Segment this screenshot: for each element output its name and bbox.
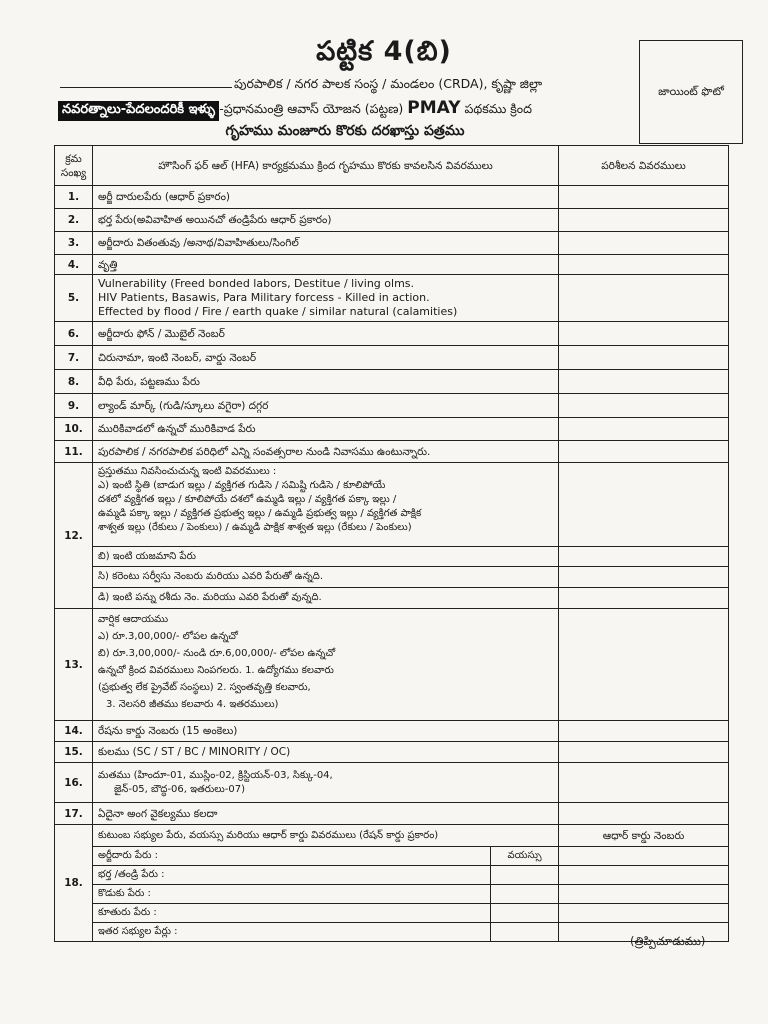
- row-number: 12.: [55, 463, 93, 609]
- aadhaar-cell[interactable]: [559, 866, 729, 885]
- col-sno-header: క్రమ సంఖ్య: [55, 146, 93, 186]
- vulnerability-line: HIV Patients, Basawis, Para Military forcess - Killed in action.: [98, 291, 430, 304]
- remarks-cell[interactable]: [559, 763, 729, 803]
- member-label: అర్జీదారు పేరు :: [93, 847, 491, 866]
- remarks-cell[interactable]: [559, 322, 729, 346]
- remarks-cell[interactable]: [559, 588, 729, 609]
- scheme-text: -ప్రధానమంత్రి ఆవాస్ యోజన (పట్టణ): [219, 101, 404, 116]
- row-number: 3.: [55, 232, 93, 255]
- member-label: కొడుకు పేరు :: [93, 885, 491, 904]
- table-row: [55, 275, 729, 322]
- house-details-title: ప్రస్తుతము నివసించుచున్న ఇంటి వివరములు :: [98, 466, 277, 477]
- remarks-cell[interactable]: [559, 463, 729, 547]
- vulnerability-line: Vulnerability (Freed bonded labors, Destitue / living olms.: [98, 277, 415, 290]
- table-row: [55, 847, 729, 866]
- table-row: [55, 825, 729, 847]
- table-row: [55, 463, 729, 547]
- table-row: [55, 322, 729, 346]
- row-number: 18.: [55, 825, 93, 942]
- row-label: కులము (SC / ST / BC / MINORITY / OC): [93, 742, 559, 763]
- municipality-text: పురపాలిక / నగర పాలక సంస్థ / మండలం (CRDA), కృష్ణా జిల్లా: [234, 76, 543, 91]
- header-municipality-line: [60, 75, 640, 95]
- house-status-line: దశలో వ్యక్తిగత ఇల్లు / కూలిపోయే దశలో ఉమ్మడి ఇల్లు / వ్యక్తిగత పక్కా ఇల్లు /: [98, 494, 397, 505]
- table-row: [55, 904, 729, 923]
- table-row: [55, 232, 729, 255]
- table-row: [55, 885, 729, 904]
- remarks-cell[interactable]: [559, 803, 729, 825]
- turn-over-note: (త్రిప్పిచూడుము): [630, 934, 706, 948]
- remarks-cell[interactable]: [559, 232, 729, 255]
- row-label: మురికివాడలో ఉన్నచో మురికివాడ పేరు: [93, 418, 559, 441]
- row-number: 2.: [55, 209, 93, 232]
- member-label: ఇతర సభ్యుల పేర్లు :: [93, 923, 491, 942]
- row-number: 11.: [55, 441, 93, 463]
- photo-label: జాయింట్ ఫొటో: [658, 85, 724, 98]
- row-number: 5.: [55, 275, 93, 322]
- table-row: [55, 721, 729, 742]
- vulnerability-line: Effected by flood / Fire / earth quake / similar natural (calamities): [98, 305, 458, 318]
- income-line: 3. నెలసరి జీతము కలవారు 4. ఇతరములు): [106, 699, 279, 710]
- row-label: [93, 275, 559, 322]
- aadhaar-cell[interactable]: [559, 885, 729, 904]
- col-remarks-header: పరిశీలన వివరములు: [559, 146, 729, 186]
- age-cell[interactable]: [491, 923, 559, 942]
- row-number: 13.: [55, 609, 93, 721]
- table-row: [55, 255, 729, 275]
- table-row: [55, 567, 729, 588]
- member-label: భర్త /తండ్రి పేరు :: [93, 866, 491, 885]
- row-number: 1.: [55, 186, 93, 209]
- remarks-cell[interactable]: [559, 275, 729, 322]
- table-row: [55, 547, 729, 567]
- row-label: అర్జీ దారులపేరు (ఆధార్ ప్రకారం): [93, 186, 559, 209]
- table-row: [55, 418, 729, 441]
- remarks-cell[interactable]: [559, 441, 729, 463]
- age-cell[interactable]: [491, 904, 559, 923]
- row-label: అర్జీదారు ఫోన్ / మొబైల్ నెంబర్: [93, 322, 559, 346]
- table-row: [55, 209, 729, 232]
- table-row: [55, 346, 729, 370]
- row-number: 14.: [55, 721, 93, 742]
- remarks-cell[interactable]: [559, 418, 729, 441]
- current-service-label: సి) కరెంటు సర్వీసు నెంబరు మరియు ఎవరి పేరుతో ఉన్నది.: [93, 567, 559, 588]
- remarks-cell[interactable]: [559, 742, 729, 763]
- member-label: కూతురు పేరు :: [93, 904, 491, 923]
- form-subtitle: గృహము మంజూరు కొరకు దరఖాస్తు పత్రము: [225, 123, 465, 139]
- religion-line: మతము (హిందూ-01, ముస్లిం-02, క్రిస్టియన్-03, సిక్కు-04,: [98, 769, 333, 781]
- scheme-end-text: పథకము క్రింద: [464, 101, 532, 116]
- remarks-cell[interactable]: [559, 547, 729, 567]
- header-scheme-line: [58, 98, 638, 121]
- income-line: ఉన్నచో క్రింద వివరములు నింపగలరు. 1. ఉద్యోగము కలవారు: [98, 665, 334, 676]
- row-label: [93, 463, 559, 547]
- remarks-cell[interactable]: [559, 209, 729, 232]
- remarks-cell[interactable]: [559, 370, 729, 394]
- aadhaar-header: ఆధార్ కార్డు నెంబరు: [559, 825, 729, 847]
- table-row: [55, 923, 729, 942]
- aadhaar-cell[interactable]: [559, 904, 729, 923]
- row-number: 15.: [55, 742, 93, 763]
- table-row: [55, 186, 729, 209]
- income-line: ఎ) రూ.3,00,000/- లోపల ఉన్నచో: [98, 631, 238, 642]
- municipality-blank[interactable]: [60, 75, 232, 88]
- row-number: 16.: [55, 763, 93, 803]
- aadhaar-cell[interactable]: [559, 847, 729, 866]
- col-details-header: హౌసింగ్ ఫర్ ఆల్ (HFA) కార్యక్రమము క్రింద గృహము కొరకు కావలసిన వివరములు: [93, 146, 559, 186]
- row-label: [93, 763, 559, 803]
- age-header: వయస్సు: [491, 847, 559, 866]
- house-status-line: ఎ) ఇంటి స్థితి (బాడుగ ఇల్లు / వ్యక్తిగత గుడిసె / సమిష్టి గుడిసె / కూలిపోయే: [98, 480, 386, 491]
- remarks-cell[interactable]: [559, 609, 729, 721]
- income-line: బి) రూ.3,00,000/- నుండి రూ.6,00,000/- లోపల ఉన్నచో: [98, 648, 336, 659]
- income-line: వార్షిక ఆదాయము: [98, 614, 169, 625]
- remarks-cell[interactable]: [559, 346, 729, 370]
- row-number: 7.: [55, 346, 93, 370]
- age-cell[interactable]: [491, 866, 559, 885]
- remarks-cell[interactable]: [559, 186, 729, 209]
- row-number: 6.: [55, 322, 93, 346]
- house-status-line: ఉమ్మడి పక్కా ఇల్లు / వ్యక్తిగత ప్రభుత్వ ఇల్లు / ఉమ్మడి ప్రభుత్వ ఇల్లు / వ్యక్తిగత పాక్షిక: [98, 508, 422, 519]
- table-row: [55, 763, 729, 803]
- religion-line: జైన్-05, బౌద్ధ-06, ఇతరులు-07): [114, 783, 245, 795]
- remarks-cell[interactable]: [559, 255, 729, 275]
- row-label: రేషను కార్డు నెంబరు (15 అంకెలు): [93, 721, 559, 742]
- row-label: వృత్తి: [93, 255, 559, 275]
- application-table: [54, 145, 729, 942]
- row-number: 4.: [55, 255, 93, 275]
- row-number: 17.: [55, 803, 93, 825]
- row-number: 8.: [55, 370, 93, 394]
- row-label: భర్త పేరు(అవివాహిత అయినచో తండ్రిపేరు ఆధార్ ప్రకారం): [93, 209, 559, 232]
- age-cell[interactable]: [491, 885, 559, 904]
- house-owner-label: బి) ఇంటి యజమాని పేరు: [93, 547, 559, 567]
- row-number: 10.: [55, 418, 93, 441]
- house-status-line: శాశ్వత ఇల్లు (రేకులు / పెంకులు) / ఉమ్మడి పాక్షిక శాశ్వత ఇల్లు (రేకులు / పెంకులు): [98, 522, 412, 533]
- row-label: చిరునామా, ఇంటి నెంబర్, వార్డు నెంబర్: [93, 346, 559, 370]
- form-title: పట్టిక 4(బి): [316, 36, 452, 67]
- remarks-cell[interactable]: [559, 394, 729, 418]
- table-row: [55, 370, 729, 394]
- row-label: పురపాలిక / నగరపాలిక పరిధిలో ఎన్ని సంవత్సరాల నుండి నివాసము ఉంటున్నారు.: [93, 441, 559, 463]
- table-header-row: [55, 146, 729, 186]
- remarks-cell[interactable]: [559, 721, 729, 742]
- table-row: [55, 609, 729, 721]
- table-row: [55, 742, 729, 763]
- family-members-header: కుటుంబ సభ్యుల పేరు, వయస్సు మరియు ఆధార్ కార్డు వివరములు (రేషన్ కార్డు ప్రకారం): [93, 825, 559, 847]
- row-label: వీధి పేరు, పట్టణము పేరు: [93, 370, 559, 394]
- table-row: [55, 394, 729, 418]
- table-row: [55, 803, 729, 825]
- row-label: అర్జీదారు వితంతువు /అనాథ/వివాహితులు/సింగిల్: [93, 232, 559, 255]
- remarks-cell[interactable]: [559, 567, 729, 588]
- scheme-banner: నవరత్నాలు-పేదలందరికీ ఇళ్ళు: [58, 101, 219, 121]
- row-label: [93, 609, 559, 721]
- table-row: [55, 441, 729, 463]
- income-line: (ప్రభుత్వ లేక ప్రైవేట్ సంస్థలు) 2. స్వంతవృత్తి కలవారు,: [98, 682, 311, 693]
- pmay-label: PMAY: [407, 98, 461, 118]
- row-number: 9.: [55, 394, 93, 418]
- house-tax-label: డి) ఇంటి పన్ను రశీదు నెం. మరియు ఎవరి పేరుతో వున్నది.: [93, 588, 559, 609]
- table-row: [55, 588, 729, 609]
- row-label: ల్యాండ్ మార్క్ (గుడి/స్కూలు వగైరా) దగ్గర: [93, 394, 559, 418]
- row-label: ఏదైనా అంగ వైకల్యము కలదా: [93, 803, 559, 825]
- table-row: [55, 866, 729, 885]
